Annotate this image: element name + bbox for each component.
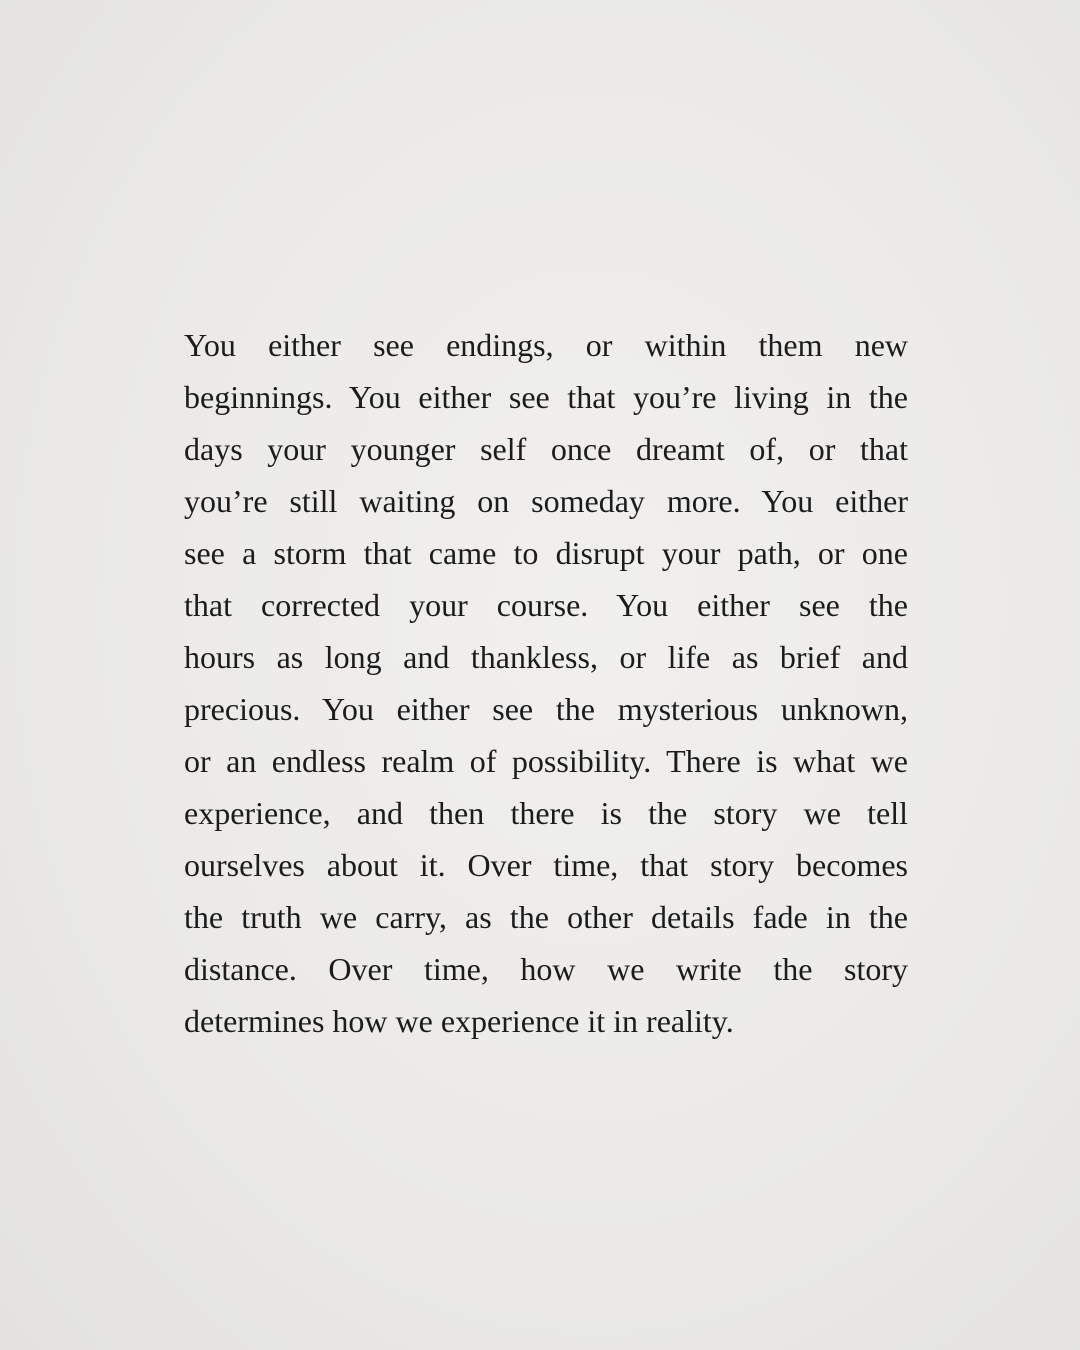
paragraph-line: determines how we experience it in reality. <box>184 1003 734 1039</box>
paragraph-line: distance. Over time, how we write the story <box>184 951 908 987</box>
paragraph-line: that corrected your course. You either see the <box>184 587 908 623</box>
paragraph-line: experience, and then there is the story we tell <box>184 795 908 831</box>
paragraph-line: beginnings. You either see that you’re living in the <box>184 379 908 415</box>
paragraph-line: hours as long and thankless, or life as brief and <box>184 639 908 675</box>
quote-paragraph <box>184 319 908 1047</box>
paragraph-line: ourselves about it. Over time, that story becomes <box>184 847 908 883</box>
paragraph-line: precious. You either see the mysterious unknown, <box>184 691 908 727</box>
paragraph-line: the truth we carry, as the other details fade in the <box>184 899 908 935</box>
paragraph-line: You either see endings, or within them new <box>184 327 908 363</box>
paragraph-line: or an endless realm of possibility. There is what we <box>184 743 908 779</box>
paragraph-line: days your younger self once dreamt of, or that <box>184 431 908 467</box>
paragraph-line: you’re still waiting on someday more. You either <box>184 483 908 519</box>
paragraph-line: see a storm that came to disrupt your path, or one <box>184 535 908 571</box>
